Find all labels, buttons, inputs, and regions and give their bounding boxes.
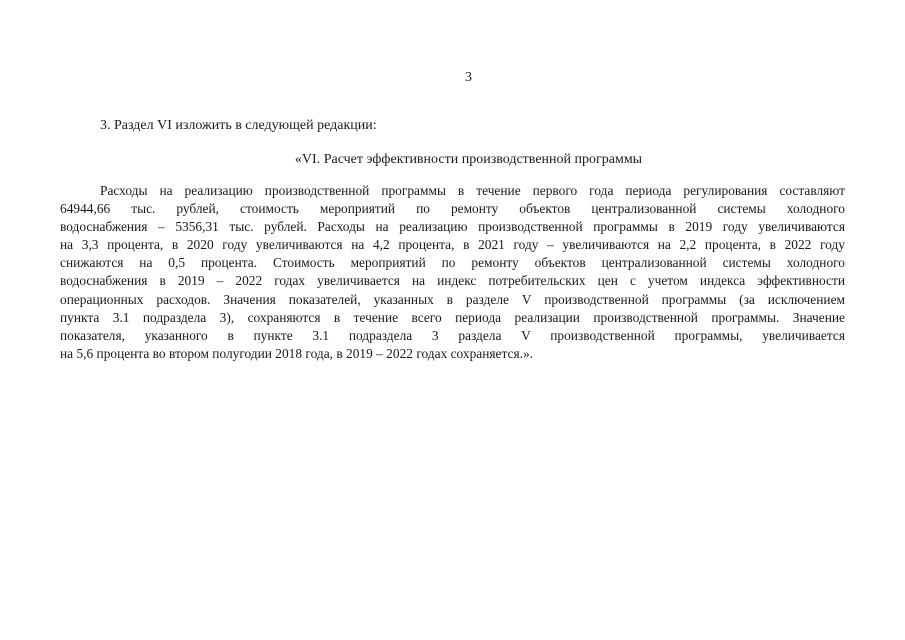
paragraph-line: водоснабжения в 2019 – 2022 годах увеличивается на индекс потребительских цен с учетом индекса эффективности [60, 273, 845, 289]
section-heading: «VI. Расчет эффективности производственной программы [294, 152, 643, 167]
paragraph-line: на 3,3 процента, в 2020 году увеличиваются на 4,2 процента, в 2021 году – увеличиваются на 2,2 процента, в 2022 году [60, 237, 845, 253]
paragraph-line: Расходы на реализацию производственной программы в течение первого года периода регулирования составляют [100, 183, 845, 198]
paragraph-line: на 5,6 процента во втором полугодии 2018 года, в 2019 – 2022 годах сохраняется.». [60, 345, 533, 361]
paragraph-line: 64944,66 тыс. рублей, стоимость мероприятий по ремонту объектов централизованной системы холодного [60, 201, 845, 217]
body-paragraph [60, 182, 845, 363]
amendment-item: 3. Раздел VI изложить в следующей редакции: [100, 118, 377, 133]
paragraph-line: операционных расходов. Значения показателей, указанных в разделе V производственной программы (за исключением [60, 291, 845, 307]
paragraph-line: показателя, указанного в пункте 3.1 подраздела 3 раздела V производственной программы, увеличивается [60, 327, 845, 343]
paragraph-line: пункта 3.1 подраздела 3), сохраняются в течение всего периода реализации производственной программы. Значение [60, 309, 845, 325]
paragraph-line: снижаются на 0,5 процента. Стоимость мероприятий по ремонту объектов централизованной системы холодного [60, 255, 845, 271]
page-number: 3 [465, 70, 472, 85]
paragraph-line: водоснабжения – 5356,31 тыс. рублей. Расходы на реализацию производственной программы в 2019 году увеличиваются [60, 219, 845, 235]
